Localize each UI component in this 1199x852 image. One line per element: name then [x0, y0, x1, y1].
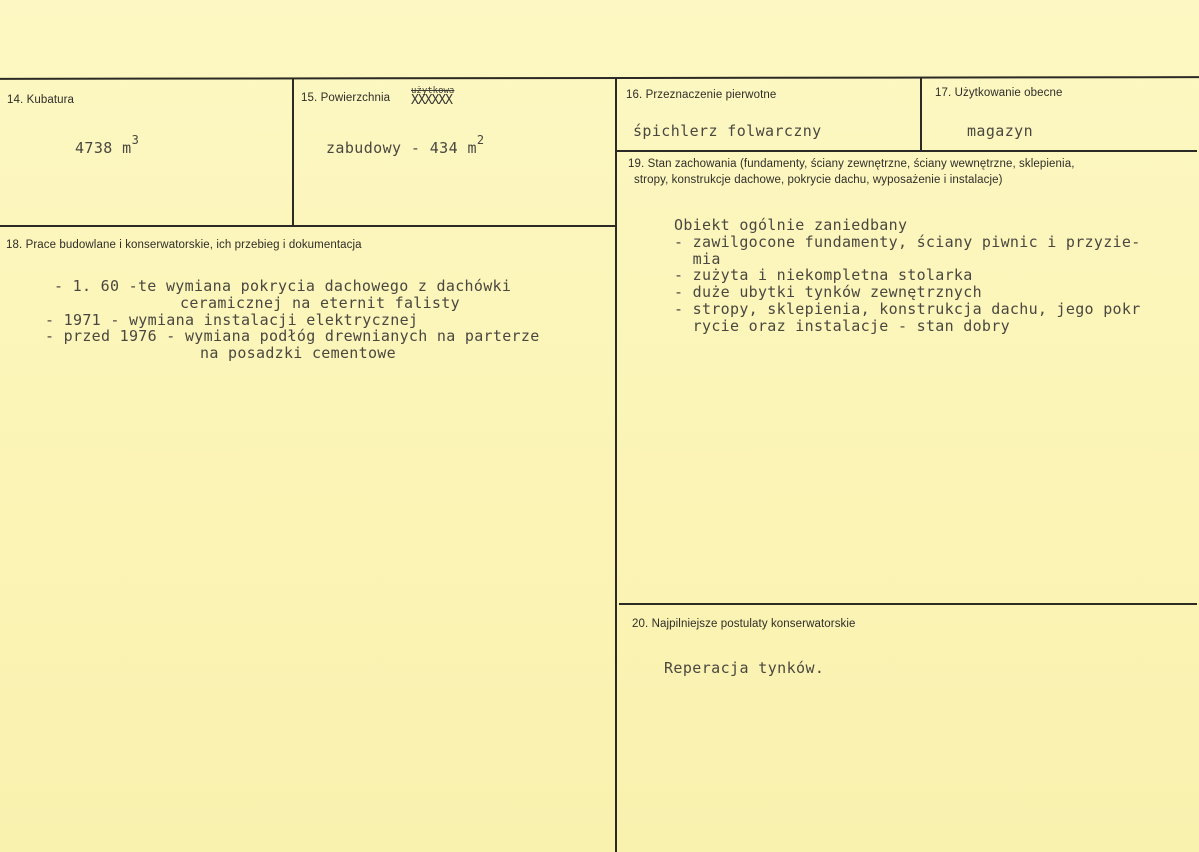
- top-rule: [0, 76, 1199, 80]
- condition-line-2: - zawilgocone fundamenty, ściany piwnic i przyzie-: [674, 232, 1141, 251]
- field-14-label: 14. Kubatura: [7, 94, 75, 106]
- field-17-label: 17. Użytkowanie obecne: [935, 87, 1063, 99]
- work-line-1: - 1. 60 -te wymiana pokrycia dachowego z dachówki: [54, 277, 512, 295]
- struck-x-marks: XXXXXX: [411, 93, 452, 108]
- work-line-5: na posadzki cementowe: [200, 344, 396, 363]
- condition-line-6: - stropy, sklepienia, konstrukcja dachu, jego pokr: [674, 299, 1141, 318]
- condition-line-1: Obiekt ogólnie zaniedbany: [674, 216, 908, 234]
- field-18-text: [0, 278, 615, 362]
- field-15-label: 15. Powierzchnia: [301, 92, 391, 104]
- field-20-label: 20. Najpilniejsze postulaty konserwatorskie: [632, 618, 856, 630]
- field-16-label: 16. Przeznaczenie pierwotne: [626, 89, 777, 101]
- area-value: zabudowy - 434 m: [326, 139, 477, 157]
- field-15-value: [326, 133, 485, 157]
- divider-16-17: [920, 77, 922, 151]
- cubature-value: 4738 m: [75, 139, 132, 157]
- field-19-text: [674, 217, 1194, 335]
- work-line-4: - przed 1976 - wymiana podłóg drewnianych na parterze: [45, 327, 540, 346]
- struck-word: użytkowa: [411, 86, 455, 96]
- condition-line-5: - duże ubytki tynków zewnętrznych: [674, 283, 982, 302]
- field-20-value: Reperacja tynków.: [664, 659, 825, 677]
- condition-line-7: rycie oraz instalacje - stan dobry: [674, 316, 1010, 335]
- main-column-divider: [615, 79, 617, 852]
- field-17-value: magazyn: [967, 122, 1034, 140]
- area-unit-exponent: 2: [476, 133, 485, 147]
- work-line-3: - 1971 - wymiana instalacji elektrycznej: [45, 310, 419, 329]
- field-19-label-line-2: stropy, konstrukcje dachowe, pokrycie dachu, wyposażenie i instalacje): [634, 174, 1003, 186]
- rule-under-16-17: [617, 150, 1197, 152]
- divider-14-15: [292, 79, 294, 226]
- field-14-value: [75, 133, 139, 157]
- field-19-label-line-1: 19. Stan zachowania (fundamenty, ściany zewnętrzne, ściany wewnętrzne, sklepienia,: [628, 158, 1075, 170]
- condition-line-3: mia: [674, 249, 721, 268]
- rule-under-14-15: [0, 225, 617, 227]
- rule-above-20: [619, 603, 1197, 605]
- cubature-unit-exponent: 3: [131, 133, 140, 147]
- field-16-value: śpichlerz folwarczny: [633, 122, 822, 140]
- work-line-2: ceramicznej na eternit falisty: [180, 293, 460, 312]
- field-18-label: 18. Prace budowlane i konserwatorskie, ich przebieg i dokumentacja: [6, 239, 362, 251]
- condition-line-4: - zużyta i niekompletna stolarka: [674, 266, 973, 285]
